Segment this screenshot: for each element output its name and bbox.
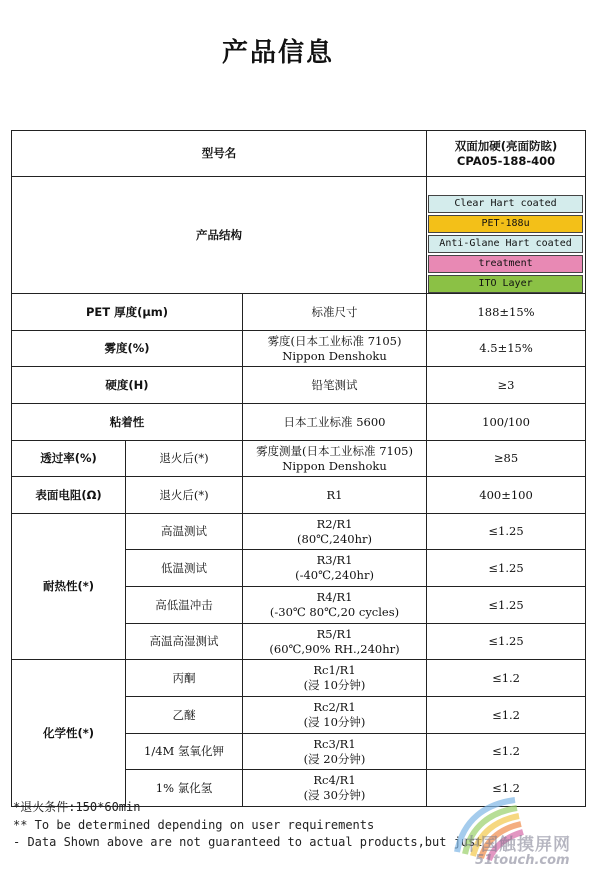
watermark-domain: 51touch.com xyxy=(475,853,570,868)
surface-resistance-row xyxy=(12,477,586,514)
transmittance-condition: 退火后(*) xyxy=(126,441,243,477)
chemical-test-name: 乙醚 xyxy=(126,697,243,734)
heat-test-method xyxy=(243,514,427,550)
heat-resistance-label: 耐热性(*) xyxy=(12,514,126,660)
model-value xyxy=(427,131,586,177)
chemical-test-value: ≤1.2 xyxy=(427,697,586,734)
heat-test-method-line2: (60℃,90% RH.,240hr) xyxy=(269,641,400,656)
hardness-value: ≥3 xyxy=(427,367,586,404)
haze-row xyxy=(12,331,586,367)
transmittance-label: 透过率(%) xyxy=(12,441,126,477)
transmittance-method-line2: Nippon Denshoku xyxy=(282,458,387,473)
watermark-site-name: 中国触摸屏网 xyxy=(463,835,571,855)
adhesion-method: 日本工业标准 5600 xyxy=(243,404,427,441)
heat-test-method xyxy=(243,550,427,587)
heat-test-value: ≤1.25 xyxy=(427,550,586,587)
heat-test-name: 高温测试 xyxy=(126,514,243,550)
hardness-method: 铅笔测试 xyxy=(243,367,427,404)
chemical-test-method-line1: Rc1/R1 xyxy=(313,663,356,678)
heat-test-name: 低温测试 xyxy=(126,550,243,587)
layer-stack xyxy=(427,177,586,294)
model-row xyxy=(12,131,586,177)
thickness-value: 188±15% xyxy=(427,294,586,331)
heat-test-method xyxy=(243,624,427,660)
footnote-annealing: *退火条件:150*60min xyxy=(13,800,141,814)
adhesion-row xyxy=(12,404,586,441)
heat-test-name: 高低温冲击 xyxy=(126,587,243,624)
footnote-disclaimer: - Data Shown above are not guaranteed to actual products,but just xyxy=(13,835,483,849)
thickness-label: PET 厚度(μm) xyxy=(12,294,243,331)
thickness-method: 标准尺寸 xyxy=(243,294,427,331)
model-label: 型号名 xyxy=(12,131,427,177)
chemical-test-name: 丙酮 xyxy=(126,660,243,697)
chemical-test-method-line1: Rc2/R1 xyxy=(313,700,356,715)
chemical-test-value: ≤1.2 xyxy=(427,734,586,770)
heat-test-method-line2: (-30℃ 80℃,20 cycles) xyxy=(269,605,400,619)
layer-pet: PET-188u xyxy=(428,215,583,233)
heat-test-row xyxy=(12,514,586,550)
hardness-label: 硬度(H) xyxy=(12,367,243,404)
heat-test-method-line2: (-40℃,240hr) xyxy=(295,568,374,582)
surface-resistance-condition: 退火后(*) xyxy=(126,477,243,514)
layer-ito: ITO Layer xyxy=(428,275,583,293)
chemical-test-name: 1/4M 氢氧化钾 xyxy=(126,734,243,770)
structure-row xyxy=(12,177,586,294)
surface-resistance-value: 400±100 xyxy=(427,477,586,514)
heat-test-value: ≤1.25 xyxy=(427,587,586,624)
structure-label: 产品结构 xyxy=(12,177,427,294)
chemical-test-method-line1: Rc3/R1 xyxy=(313,736,356,751)
chemical-test-method xyxy=(243,660,427,697)
hardness-row xyxy=(12,367,586,404)
adhesion-value: 100/100 xyxy=(427,404,586,441)
chemical-resistance-label: 化学性(*) xyxy=(12,660,126,807)
chemical-test-value: ≤1.2 xyxy=(427,770,586,807)
thickness-row xyxy=(12,294,586,331)
heat-test-value: ≤1.25 xyxy=(427,624,586,660)
transmittance-row xyxy=(12,441,586,477)
model-value-line2: CPA05-188-400 xyxy=(456,153,556,168)
heat-test-method-line2: (80℃,240hr) xyxy=(297,531,372,546)
transmittance-method xyxy=(243,441,427,477)
haze-value: 4.5±15% xyxy=(427,331,586,367)
chemical-test-method xyxy=(243,697,427,734)
layer-treatment: treatment xyxy=(428,255,583,273)
heat-test-value: ≤1.25 xyxy=(427,514,586,550)
footnotes xyxy=(13,799,593,852)
surface-resistance-method: R1 xyxy=(243,477,427,514)
chemical-test-name: 1% 氯化氢 xyxy=(126,770,243,807)
chemical-test-row xyxy=(12,660,586,697)
chemical-test-method-line2: (浸 10分钟) xyxy=(303,678,366,692)
adhesion-label: 粘着性 xyxy=(12,404,243,441)
transmittance-value: ≥85 xyxy=(427,441,586,477)
chemical-test-method-line2: (浸 10分钟) xyxy=(303,715,366,729)
chemical-test-method xyxy=(243,734,427,770)
transmittance-method-line1: 雾度测量(日本工业标准 7105) xyxy=(256,443,413,458)
heat-test-method-line1: R2/R1 xyxy=(316,516,353,531)
haze-method-line1: 雾度(日本工业标准 7105) xyxy=(267,333,402,348)
chemical-test-value: ≤1.2 xyxy=(427,660,586,697)
haze-method xyxy=(243,331,427,367)
layer-clear-hard-coated: Clear Hart coated xyxy=(428,195,583,213)
heat-test-method xyxy=(243,587,427,624)
heat-test-name: 高温高湿测试 xyxy=(126,624,243,660)
heat-test-method-line1: R5/R1 xyxy=(316,626,353,641)
layer-anti-glare-hard-coated: Anti-Glane Hart coated xyxy=(428,235,583,253)
chemical-test-method-line2: (浸 20分钟) xyxy=(303,751,366,766)
surface-resistance-label: 表面电阻(Ω) xyxy=(12,477,126,514)
chemical-test-method-line1: Rc4/R1 xyxy=(313,773,356,788)
haze-method-line2: Nippon Denshoku xyxy=(282,348,387,363)
heat-test-method-line1: R3/R1 xyxy=(316,553,353,568)
heat-test-method-line1: R4/R1 xyxy=(316,590,353,605)
haze-label: 雾度(%) xyxy=(12,331,243,367)
page-title: 产品信息 xyxy=(221,38,334,68)
footnote-user-requirements: ** To be determined depending on user requirements xyxy=(13,817,375,832)
product-spec-table xyxy=(11,130,586,807)
model-value-line1: 双面加硬(亮面防眩) xyxy=(454,138,558,153)
chemical-test-method-line2: (浸 30分钟) xyxy=(303,788,366,802)
